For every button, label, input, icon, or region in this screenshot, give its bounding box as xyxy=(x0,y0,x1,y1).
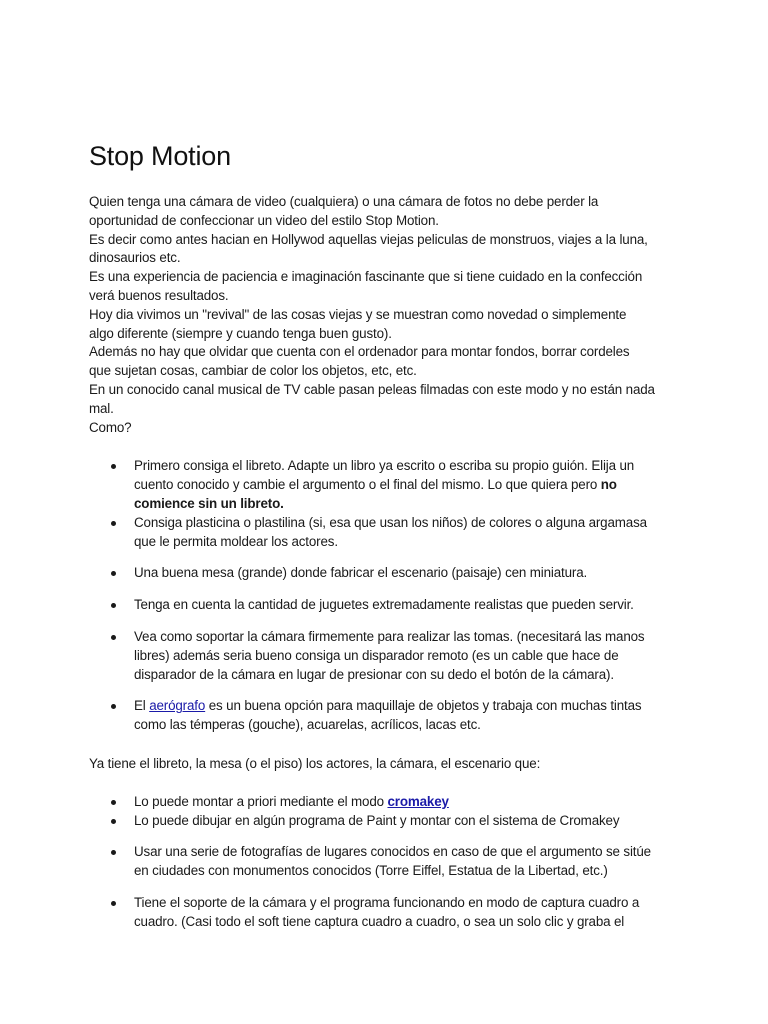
intro-line: verá buenos resultados. xyxy=(89,287,229,303)
bullet-icon xyxy=(111,704,116,709)
bullet-icon xyxy=(111,635,116,640)
bullet-icon xyxy=(111,850,116,855)
intro-line: algo diferente (siempre y cuando tenga buen gusto). xyxy=(89,325,392,341)
intro-line: Hoy dia vivimos un "revival" de las cosas viejas y se muestran como novedad o simplemente xyxy=(89,306,627,322)
list-item-line: Una buena mesa (grande) donde fabricar el escenario (paisaje) cen miniatura. xyxy=(134,565,588,581)
list-item xyxy=(89,697,681,735)
list-item xyxy=(89,812,681,831)
options-list xyxy=(89,793,681,932)
list-item xyxy=(89,514,681,552)
intro-line: oportunidad de confeccionar un video del estilo Stop Motion. xyxy=(89,212,439,228)
list-item-bold-text: comience sin un libreto. xyxy=(134,495,284,511)
list-item-text: El xyxy=(134,698,150,714)
middle-paragraph: Ya tiene el libreto, la mesa (o el piso) los actores, la cámara, el escenario que: xyxy=(89,755,541,771)
intro-line: En un conocido canal musical de TV cable pasan peleas filmadas con este modo y no están nada xyxy=(89,381,655,397)
intro-line: mal. xyxy=(89,400,114,416)
list-item-line: Primero consiga el libreto. Adapte un libro ya escrito o escriba su propio guión. Elija un xyxy=(134,458,635,474)
intro-line: dinosaurios etc. xyxy=(89,250,181,266)
bullet-icon xyxy=(111,901,116,906)
list-item-bold-text: no xyxy=(600,477,617,493)
bullet-icon xyxy=(111,800,116,805)
list-item-line xyxy=(134,476,681,495)
list-item-line: en ciudades con monumentos conocidos (Torre Eiffel, Estatua de la Libertad, etc.) xyxy=(134,863,608,879)
list-item-line: Tiene el soporte de la cámara y el programa funcionando en modo de captura cuadro a xyxy=(134,894,640,910)
intro-line: Como? xyxy=(89,419,132,435)
list-item xyxy=(89,793,681,812)
list-item-text: es un buena opción para maquillaje de objetos y trabaja con muchas tintas xyxy=(205,698,642,714)
list-item xyxy=(89,596,681,615)
list-item-line: Usar una serie de fotografías de lugares conocidos en caso de que el argumento se sitúe xyxy=(134,844,651,860)
list-item-line: que le permita moldear los actores. xyxy=(134,533,338,549)
document-page xyxy=(89,138,681,932)
list-item xyxy=(89,628,681,684)
list-item-line: cuadro. (Casi todo el soft tiene captura cuadro a cuadro, o sea un solo clic y graba el xyxy=(134,913,625,929)
list-item-text: cuento conocido y cambie el argumento o el final del mismo. Lo que quiera pero xyxy=(134,477,601,493)
list-item xyxy=(89,457,681,513)
list-item-line: Consiga plasticina o plastilina (si, esa que usan los niños) de colores o alguna argamasa xyxy=(134,514,647,530)
bullet-icon xyxy=(111,571,116,576)
aerografo-link[interactable]: aerógrafo xyxy=(149,698,206,714)
list-item-line: Lo puede dibujar en algún programa de Paint y montar con el sistema de Cromakey xyxy=(134,812,620,828)
intro-line: Además no hay que olvidar que cuenta con el ordenador para montar fondos, borrar cordeles xyxy=(89,344,630,360)
list-item-text: Lo puede montar a priori mediante el modo xyxy=(134,793,388,809)
list-item xyxy=(89,843,681,881)
list-item-line: como las témperas (gouche), acuarelas, acrílicos, lacas etc. xyxy=(134,717,481,733)
list-item-line xyxy=(134,495,681,514)
list-item-line: disparador de la cámara en lugar de presionar con su dedo el botón de la cámara). xyxy=(134,666,614,682)
list-item xyxy=(89,564,681,583)
list-item-line: libres) además seria bueno consiga un disparador remoto (es un cable que hace de xyxy=(134,647,619,663)
cromakey-link[interactable]: cromakey xyxy=(387,793,449,809)
list-item-line xyxy=(134,793,681,812)
intro-line: Es una experiencia de paciencia e imaginación fascinante que si tiene cuidado en la confección xyxy=(89,269,643,285)
list-item-line: Vea como soportar la cámara firmemente para realizar las tomas. (necesitará las manos xyxy=(134,628,645,644)
bullet-icon xyxy=(111,521,116,526)
steps-list xyxy=(89,457,681,735)
intro-line: Es decir como antes hacian en Hollywod aquellas viejas peliculas de monstruos, viajes a la luna, xyxy=(89,231,648,247)
intro-paragraph xyxy=(89,193,681,437)
intro-line: que sujetan cosas, cambiar de color los objetos, etc, etc. xyxy=(89,363,417,379)
bullet-icon xyxy=(111,819,116,824)
list-item-line xyxy=(134,697,681,716)
list-item-line: Tenga en cuenta la cantidad de juguetes extremadamente realistas que pueden servir. xyxy=(134,597,634,613)
bullet-icon xyxy=(111,464,116,469)
intro-line: Quien tenga una cámara de video (cualquiera) o una cámara de fotos no debe perder la xyxy=(89,194,599,209)
page-title: Stop Motion xyxy=(89,141,231,171)
bullet-icon xyxy=(111,603,116,608)
list-item xyxy=(89,894,681,932)
